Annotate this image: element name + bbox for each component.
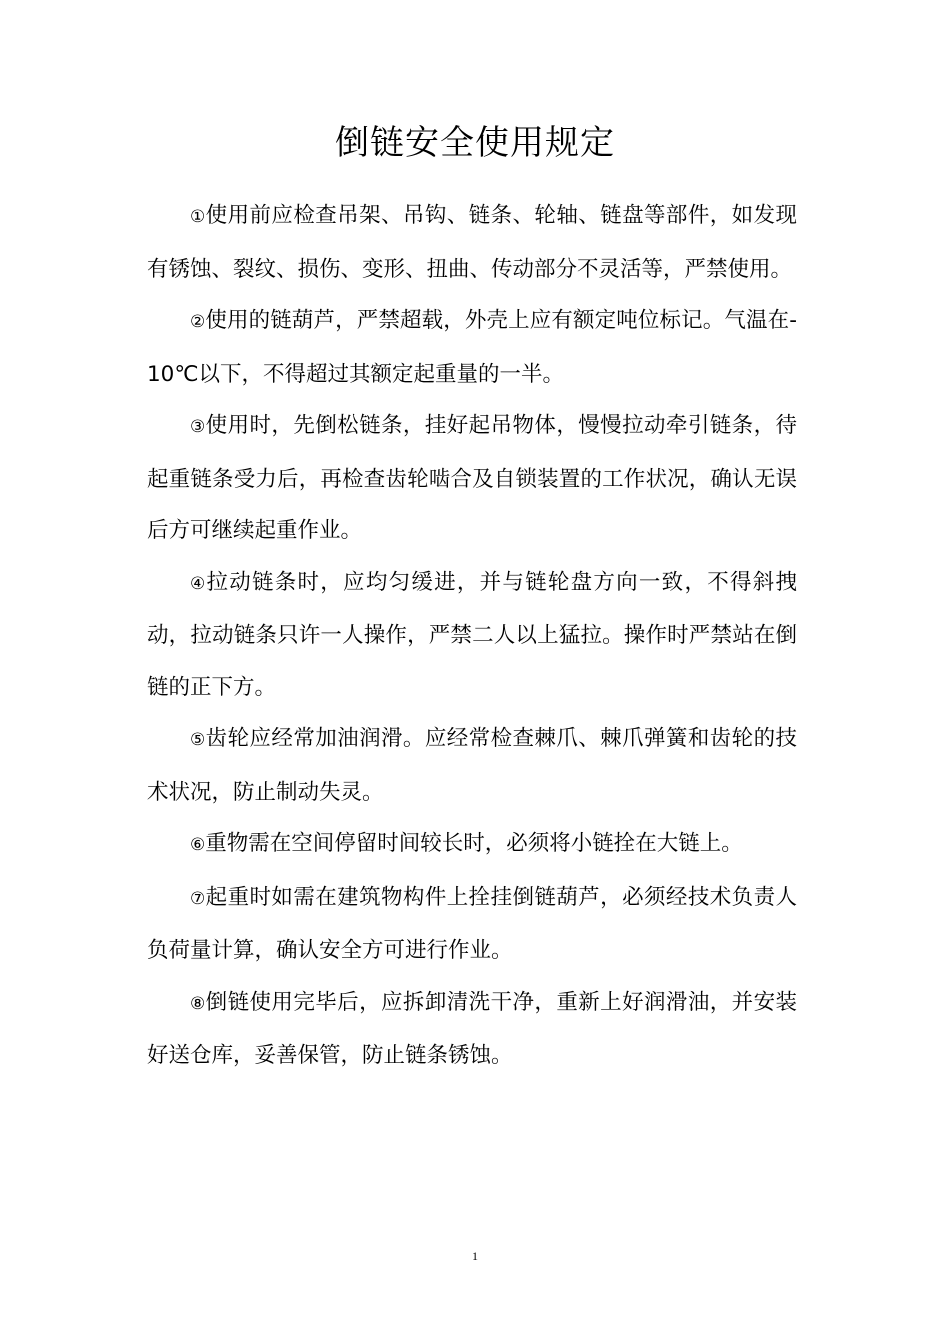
document-title: 倒链安全使用规定: [335, 123, 615, 163]
rule-paragraph: [147, 713, 797, 818]
rule-paragraph: [147, 295, 797, 400]
rule-paragraph: [147, 557, 797, 714]
rule-text: 齿轮应经常加油润滑。应经常检查棘爪、棘爪弹簧和齿轮的技术状况，防止制动失灵。: [147, 726, 797, 805]
rule-text: 拉动链条时，应均匀缓进，并与链轮盘方向一致，不得斜拽动，拉动链条只许一人操作，严禁二人以上猛拉。操作时严禁站在倒链的正下方。: [147, 569, 797, 700]
rule-text: 使用时，先倒松链条，挂好起吊物体，慢慢拉动牵引链条，待起重链条受力后，再检查齿轮啮合及自锁装置的工作状况，确认无误后方可继续起重作业。: [147, 413, 797, 543]
rule-marker: ⑤: [190, 730, 206, 750]
document-body: [147, 190, 797, 1082]
rule-marker: ⑦: [190, 888, 206, 909]
rule-marker: ③: [190, 417, 206, 437]
rule-text: 起重时如需在建筑物构件上拴挂倒链葫芦，必须经技术负责人负荷量计算，确认安全方可进行作业。: [147, 884, 797, 963]
rule-marker: ②: [190, 312, 206, 332]
rule-marker: ⑧: [190, 993, 206, 1014]
rule-marker: ①: [190, 207, 206, 227]
page-number: 1: [472, 1249, 478, 1263]
rule-paragraph: [147, 818, 797, 872]
rule-paragraph: [147, 872, 797, 977]
rule-marker: ④: [190, 573, 207, 594]
rule-paragraph: [147, 190, 797, 295]
rule-text: 重物需在空间停留时间较长时，必须将小链拴在大链上。: [205, 831, 743, 856]
rule-paragraph: [147, 977, 797, 1082]
rule-marker: ⑥: [190, 835, 206, 855]
rule-text: 使用的链葫芦，严禁超载，外壳上应有额定吨位标记。气温在-10℃以下，不得超过其额定起重量的一半。: [147, 308, 797, 387]
rule-text: 倒链使用完毕后，应拆卸清洗干净，重新上好润滑油，并安装好送仓库，妥善保管，防止链条锈蚀。: [147, 989, 797, 1068]
rule-paragraph: [147, 400, 797, 557]
rule-text: 使用前应检查吊架、吊钩、链条、轮轴、链盘等部件，如发现有锈蚀、裂纹、损伤、变形、扭曲、传动部分不灵活等，严禁使用。: [147, 203, 797, 282]
